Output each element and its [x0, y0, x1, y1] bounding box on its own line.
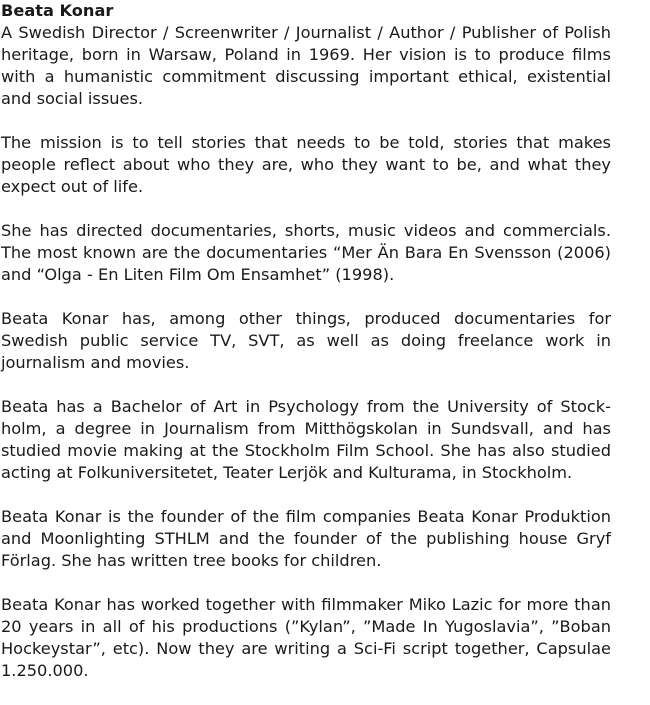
bio-paragraph-productions: Beata Konar has, among other things, produced documentaries for Swedish public service TV, SVT, as well as doing freelance work in journalism and movies. [1, 309, 611, 372]
bio-paragraph-intro: A Swedish Director / Screenwriter / Journalist / Author / Publisher of Polish heritage, born in Warsaw, Poland in 1969. Her vision is to produce films with a humanistic commitment discussing important ethical, existential and social issues. [1, 23, 611, 108]
bio-paragraph-companies: Beata Konar is the founder of the film companies Beata Konar Produktion and Moonlighting STHLM and the founder of the publishing house Gryf Förlag. She has written tree books for children. [1, 507, 611, 570]
bio-paragraph-mission: The mission is to tell stories that needs to be told, stories that makes people reflect about who they are, who they want to be, and what they expect out of life. [1, 133, 611, 196]
person-name-heading: Beata Konar [1, 1, 114, 20]
bio-paragraph-collaboration: Beata Konar has worked together with filmmaker Miko Lazic for more than 20 years in all of his productions (”Kylan”, ”Made In Yugoslavia”, ”Boban Hockeystar”, etc). Now they are writing a Sci-Fi script together, Capsulae 1.250.000. [1, 595, 611, 680]
bio-paragraph-education: Beata has a Bachelor of Art in Psychology from the University of Stockholm, a degree in Journalism from Mitthögskolan in Sundsvall, and has studied movie making at the Stockholm Film School. She has also studied acting at Folkuniversitetet, Teater Lerjök and Kulturama, in Stockholm. [1, 397, 611, 482]
bio-paragraph-filmography: She has directed documentaries, shorts, music videos and commercials. The most known are the documentaries “Mer Än Bara En Svensson (2006) and “Olga - En Liten Film Om Ensamhet” (1998). [1, 221, 611, 284]
